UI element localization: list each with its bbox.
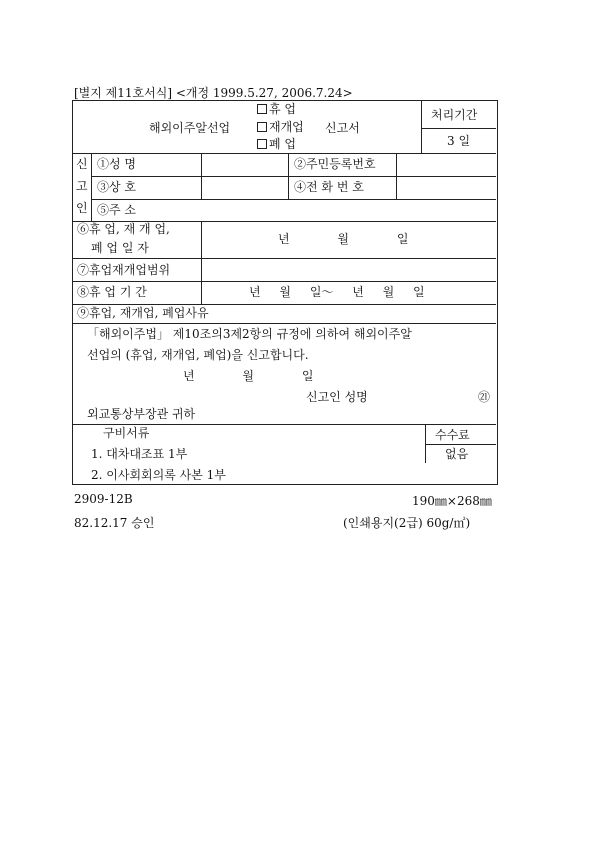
addressee: 외교통상부장관 귀하 [87, 407, 196, 421]
paper-spec: (인쇄용지(2급) 60g/㎡) [343, 516, 471, 530]
reporter-side-3: 인 [76, 201, 88, 215]
documents-title: 구비서류 [103, 426, 150, 440]
rrn-label: ②주민등록번호 [294, 157, 376, 171]
option-close: 폐 업 [257, 137, 296, 151]
address-label: ⑤주 소 [97, 203, 136, 217]
scope-label: ⑦휴업재개업범위 [77, 263, 171, 277]
document-item-2: 2. 이사회회의록 사본 1부 [91, 468, 226, 482]
processing-period-value: 3 일 [447, 134, 471, 148]
option-suspend: 휴 업 [257, 102, 296, 116]
name-label: ①성 명 [97, 157, 136, 171]
period-label: ⑧휴 업 기 간 [77, 285, 147, 299]
checkbox-icon [257, 139, 267, 149]
seal-mark: ㉑ [478, 390, 491, 404]
fee-value: 없음 [445, 447, 469, 461]
form-title-right: 신고서 [325, 121, 360, 135]
phone-label: ④전 화 번 호 [294, 180, 364, 194]
date-label-line1: ⑥휴 업, 재 개 업, [77, 222, 170, 236]
form-title-left: 해외이주알선업 [149, 121, 231, 135]
paper-size: 190㎜×268㎜ [412, 494, 492, 508]
statement-line2: 선업의 (휴업, 재개업, 폐업)을 신고합니다. [87, 348, 309, 362]
statement-line1: 「해외이주법」 제10조의3제2항의 규정에 의하여 해외이주알 [87, 327, 412, 341]
statement-date: 년 월 일 [183, 369, 314, 383]
form-header: [별지 제11호서식] <개정 1999.5.27, 2006.7.24> [74, 86, 353, 100]
period-value: 년 월 일～ 년 월 일 [249, 285, 425, 299]
reporter-side-2: 고 [76, 179, 88, 193]
processing-period-label: 처리기간 [431, 108, 478, 122]
report-form [72, 100, 498, 485]
checkbox-icon [257, 122, 267, 132]
approval-date: 82.12.17 승인 [74, 516, 155, 530]
date-value: 년 월 일 [278, 232, 409, 246]
signer-label: 신고인 성명 [306, 390, 368, 404]
option-resume: 재개업 [257, 120, 304, 134]
date-label-line2: 폐 업 일 자 [91, 241, 149, 255]
document-item-1: 1. 대차대조표 1부 [91, 447, 188, 461]
trade-name-label: ③상 호 [97, 180, 136, 194]
reason-label: ⑨휴업, 재개업, 폐업사유 [77, 306, 209, 320]
fee-label: 수수료 [435, 428, 470, 442]
form-code: 2909-12B [74, 492, 133, 506]
reporter-side-1: 신 [76, 157, 88, 171]
checkbox-icon [257, 104, 267, 114]
